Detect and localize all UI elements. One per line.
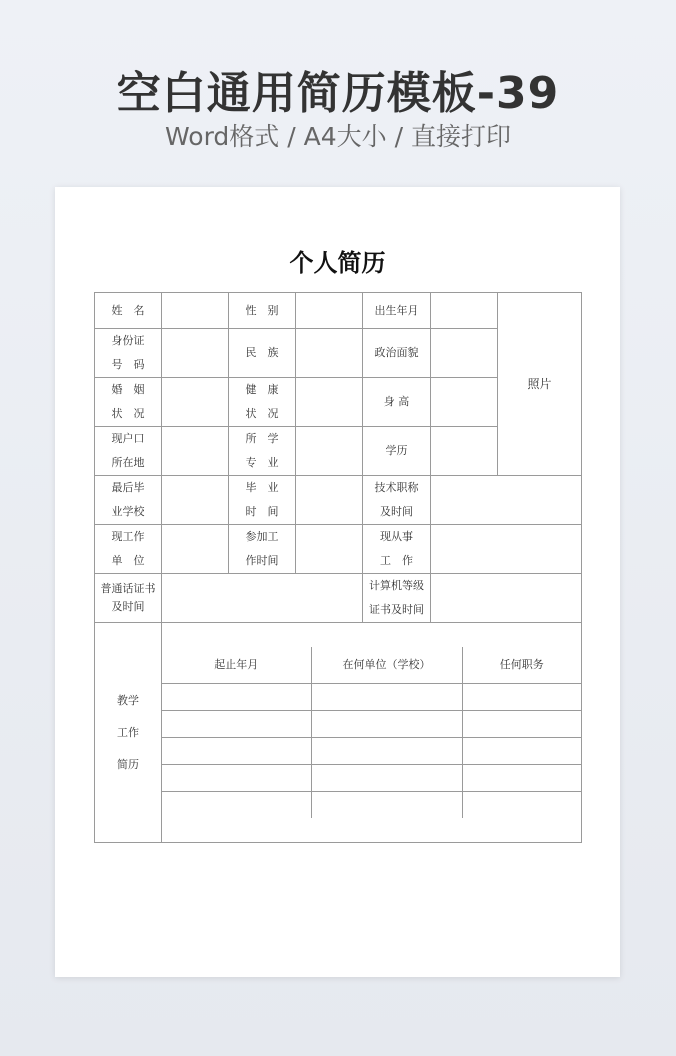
input-work-start[interactable] [296, 525, 363, 574]
history-cell[interactable] [462, 764, 581, 791]
history-cell[interactable] [311, 791, 462, 818]
input-birth[interactable] [431, 293, 498, 329]
label-tech-title: 技术职称 及时间 [363, 476, 431, 525]
label-grad-time: 毕 业 时 间 [229, 476, 296, 525]
input-residence[interactable] [162, 427, 229, 476]
history-cell[interactable] [462, 737, 581, 764]
label-last-school: 最后毕 业学校 [95, 476, 162, 525]
input-mandarin-cert[interactable] [162, 574, 363, 623]
input-grad-time[interactable] [296, 476, 363, 525]
history-cell[interactable] [311, 764, 462, 791]
label-political: 政治面貌 [363, 329, 431, 378]
label-current-job: 现从事 工 作 [363, 525, 431, 574]
input-name[interactable] [162, 293, 229, 329]
label-work-start: 参加工 作时间 [229, 525, 296, 574]
input-ethnicity[interactable] [296, 329, 363, 378]
input-health[interactable] [296, 378, 363, 427]
history-cell[interactable] [162, 683, 311, 710]
label-height: 身 高 [363, 378, 431, 427]
history-table [162, 647, 581, 818]
input-id-number[interactable] [162, 329, 229, 378]
history-cell[interactable] [162, 710, 311, 737]
input-major[interactable] [296, 427, 363, 476]
label-history: 教学 工作 简历 [95, 623, 162, 843]
input-marriage[interactable] [162, 378, 229, 427]
history-cell[interactable] [311, 683, 462, 710]
page-title: 空白通用简历模板-39 [116, 68, 560, 119]
history-cell[interactable] [462, 683, 581, 710]
label-marriage: 婚 姻 状 况 [95, 378, 162, 427]
history-container [162, 623, 582, 843]
photo-box[interactable]: 照片 [498, 293, 582, 476]
page-header [0, 0, 676, 185]
history-cell[interactable] [311, 710, 462, 737]
input-work-unit[interactable] [162, 525, 229, 574]
label-computer-cert: 计算机等级 证书及时间 [363, 574, 431, 623]
history-cell[interactable] [162, 764, 311, 791]
input-height[interactable] [431, 378, 498, 427]
label-ethnicity: 民 族 [229, 329, 296, 378]
history-header-position: 任何职务 [462, 647, 581, 683]
history-cell[interactable] [462, 710, 581, 737]
history-cell[interactable] [162, 791, 311, 818]
label-work-unit: 现工作 单 位 [95, 525, 162, 574]
history-header-unit: 在何单位（学校） [311, 647, 462, 683]
input-current-job[interactable] [431, 525, 582, 574]
label-residence: 现户口 所在地 [95, 427, 162, 476]
history-cell[interactable] [311, 737, 462, 764]
history-cell[interactable] [462, 791, 581, 818]
history-cell[interactable] [162, 737, 311, 764]
label-education: 学历 [363, 427, 431, 476]
input-tech-title[interactable] [431, 476, 582, 525]
resume-table [94, 292, 582, 843]
input-computer-cert[interactable] [431, 574, 582, 623]
resume-title: 个人简历 [289, 248, 386, 277]
input-last-school[interactable] [162, 476, 229, 525]
input-gender[interactable] [296, 293, 363, 329]
label-id-number: 身份证 号 码 [95, 329, 162, 378]
label-birth: 出生年月 [363, 293, 431, 329]
label-major: 所 学 专 业 [229, 427, 296, 476]
input-education[interactable] [431, 427, 498, 476]
label-health: 健 康 状 况 [229, 378, 296, 427]
history-header-period: 起止年月 [162, 647, 311, 683]
resume-paper [55, 187, 620, 977]
input-political[interactable] [431, 329, 498, 378]
label-gender: 性 别 [229, 293, 296, 329]
page-subtitle: Word格式 / A4大小 / 直接打印 [165, 122, 511, 151]
label-mandarin-cert: 普通话证书 及时间 [95, 574, 162, 623]
label-name: 姓 名 [95, 293, 162, 329]
